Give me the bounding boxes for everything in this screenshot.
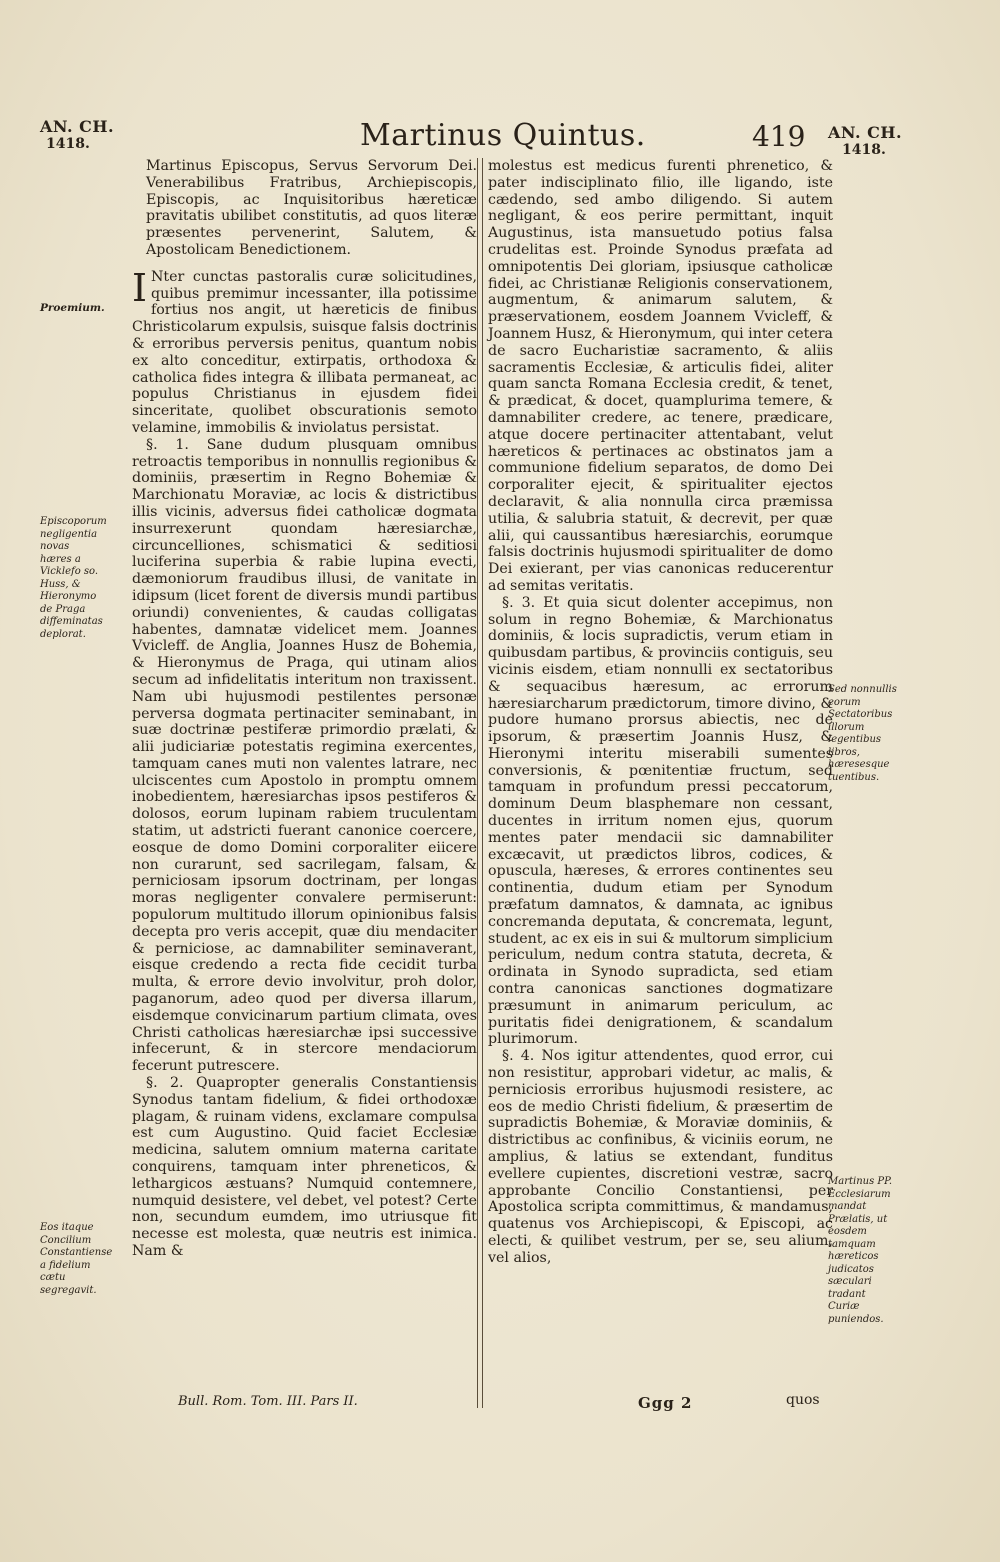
margin-note: Martinus PP. Ecclesiarum mandat Prælatis, ut eosdem tamquam hæreticos judicatos sæculari tradant Curiæ puniendos.	[828, 1176, 892, 1325]
page-title: Martinus Quintus.	[360, 118, 646, 153]
margin-note: Sed nonnullis eorum Sectatoribus illorum legentibus libros, hæresesque tuentibus.	[828, 684, 897, 783]
salutation-paragraph: Martinus Episcopus, Servus Servorum Dei. Venerabilibus Fratribus, Archiepiscopis, Episcopis, ac Inquisitoribus hæreticæ pravitatis ubilibet constitutis, ad quos literæ præsentes pervenerint, Salutem, & Apostolicam Benedictionem.	[146, 158, 477, 258]
paragraph-text: Nter cunctas pastoralis curæ solicitudines, quibus premimur incessanter, illa potissime fortius nos angit, ut hæreticis de finibus Christicolarum expulsis, suisque falsis doctrinis & erroribus perversis penitus, quantum nobis ex alto conceditur, extirpatis, orthodoxa & catholica fides integra & illibata permaneat, ac populus Christianus in ejusdem fidei sinceritate, quolibet obscurationis semoto velamine, immobilis & inviolatus persistat.	[132, 268, 477, 436]
drop-cap: I	[132, 265, 148, 310]
catchword: quos	[786, 1392, 820, 1408]
left-running-ref	[40, 118, 125, 152]
left-column	[132, 158, 477, 1260]
margin-note: Eos itaque Concilium Constantiense a fidelium cætu segregavit.	[40, 1222, 113, 1296]
section-4-paragraph: §. 4. Nos igitur attendentes, quod error, cui non resistitur, approbari videtur, ac malis, & perniciosis erroribus hujusmodi resistere, ac eos de medio Christi fidelium, & præsertim de supradictis Bohemiæ, & Moraviæ dominiis, & districtibus ac confinibus, & viciniis eorum, ne amplius, & latius se extendant, funditus evellere cupientes, discretioni vestræ, sacro approbante Concilio Constantiensi, per Apostolica scripta committimus, & mandamus, quatenus vos Archiepiscopi, & Episcopi, ac electi, & quilibet vestrum, per se, seu alium, vel alios,	[488, 1048, 833, 1266]
proemium-paragraph	[132, 265, 477, 437]
source-reference: Bull. Rom. Tom. III. Pars II.	[178, 1394, 358, 1409]
continuation-paragraph: molestus est medicus furenti phrenetico, & pater indisciplinato filio, ille ligando, iste cædendo, sed ambo diligendo. Si autem negligant, & eos perire permittant, inquit Augustinus, ista mansuetudo potius falsa crudelitas est. Proinde Synodus præfata ad omnipotentis Dei gloriam, ipsiusque catholicæ fidei, ac Christianæ Religionis conservationem, augmentum, & animarum salutem, & præservationem, eosdem Joannem Vvicleff, & Joannem Husz, & Hieronymum, qui inter cetera de sacro Eucharistiæ sacramento, & aliis sacramentis Ecclesiæ, & articulis fidei, aliter quam sancta Romana Ecclesia credit, & tenet, & prædicat, & docet, quamplurima temere, & damnabiliter credere, ac tenere, prædicare, atque docere pertinaciter attentabant, velut hæreticos & pertinaces ac obstinatos jam a communione fidelium separatos, de domo Dei corporaliter ejecit, & spiritualiter ejectos declaravit, & alia nonnulla circa præmissa utilia, & salubria statuit, & decrevit, per quæ alii, qui caussantibus hæresiarchis, eorumque falsis doctrinis hujusmodi spiritualiter de domo Dei exierant, per vias canonicas reducerentur ad semitas veritatis.	[488, 158, 833, 594]
signature-mark: Ggg 2	[638, 1394, 693, 1412]
anno-christi-year: 1418.	[842, 142, 886, 158]
column-divider	[477, 158, 483, 1408]
section-1-paragraph: §. 1. Sane dudum plusquam omnibus retroactis temporibus in nonnullis regionibus & dominiis, præsertim in Regno Bohemiæ & Marchionatu Moraviæ, ac locis & districtibus illis vicinis, adversus fidei catholicæ dogmata insurrexerunt quondam hæresiarchæ, circuncelliones, schismatici & seditiosi luciferina superbia & rabie lupina evecti, dæmoniorum fraudibus illusi, de vanitate in idipsum (licet forent de diversis mundi partibus oriundi) convenientes, & caudas colligatas habentes, damnatæ videlicet mem. Joannes Vvicleff. de Anglia, Joannes Husz de Bohemia, & Hieronymus de Praga, qui utinam alios secum ad infidelitatis interitum non traxissent. Nam ubi hujusmodi pestilentes personæ perversa dogmata pertinaciter seminabant, in suæ doctrinæ pestiferæ primordio prælati, & alii judiciariæ potestatis regimina exercentes, tamquam canes muti non valentes latrare, nec ulciscentes cum Apostolo in promptu omnem inobedientem, hæresiarchas ipsos pestiferos & dolosos, eorum lupinam rabiem truculentam statim, ut adstricti fuerant canonice coercere, eosque de domo Domini corporaliter eiicere non curarunt, sed sacrilegam, falsam, & perniciosam ipsorum doctrinam, per longas moras negligenter convalere permiserunt: populorum multitudo illorum opinionibus falsis decepta pro veris accepit, quæ diu mendaciter & perniciose, ac damnabiliter seminaverant, eisque credendo a recta fide cecidit turba multa, & errore devio involvitur, proh dolor, paganorum, adeo quod per diversa illarum, eisdemque convicinarum partium climata, oves Christi catholicas hæresiarchæ ipsi successive infecerunt, & in stercore mendaciorum fecerunt putrescere.	[132, 436, 477, 1075]
anno-christi-label: AN. CH.	[40, 117, 115, 136]
anno-christi-label: AN. CH.	[828, 123, 903, 142]
anno-christi-year: 1418.	[46, 136, 90, 152]
margin-note: Episcoporum negligentia novas hæres a Vicklefo so. Huss, & Hieronymo de Praga diffeminatas deplorat.	[40, 516, 107, 640]
section-2-paragraph: §. 2. Quapropter generalis Constantiensis Synodus tantam fidelium, & fidei orthodoxæ plagam, & ruinam videns, exclamare compulsa est cum Augustino. Quid faciet Ecclesiæ medicina, salutem omnium materna caritate conquirens, tamquam inter phreneticos, & lethargicos æstuans? Numquid contemnere, numquid desistere, vel debet, vel potest? Certe non, secundum eumdem, imo utriusque fit necesse est molesta, quæ neutris est inimica. Nam &	[132, 1075, 477, 1259]
right-column	[488, 158, 833, 1267]
right-running-ref	[828, 124, 918, 158]
margin-note: Proemium.	[40, 302, 105, 314]
section-3-paragraph: §. 3. Et quia sicut dolenter accepimus, non solum in regno Bohemiæ, & Marchionatus dominiis, & locis supradictis, verum etiam in quibusdam partibus, & provinciis contiguis, seu vicinis eisdem, etiam nonnulli ex sectatoribus & sequacibus hæresum, ac errorum hæresiarcharum prædictorum, timore divino, & pudore humano prorsus abiectis, nec de ipsorum, & præsertim Joannis Husz, & Hieronymi interitu miserabili sumentes conversionis, & pœnitentiæ fructum, sed tamquam in profundum pressi peccatorum, dominum Deum blasphemare non cessant, ducentes in irritum nomen ejus, quorum mentes pater mendacii sic damnabiliter excæcavit, ut prædictos libros, codices, & opuscula, hæreses, & errores continentes seu continentia, dudum etiam per Synodum præfatum damnatos, & damnata, ac ignibus concremanda deputata, & concremata, legunt, student, ac ex eis in sui & multorum simplicium periculum, nedum contra statuta, decreta, & ordinata in Synodo supradicta, sed etiam contra canonicas sanctiones dogmatizare præsumunt in animarum periculum, ac puritatis fidei denigrationem, & scandalum plurimorum.	[488, 594, 833, 1048]
page-number: 419	[752, 120, 806, 153]
